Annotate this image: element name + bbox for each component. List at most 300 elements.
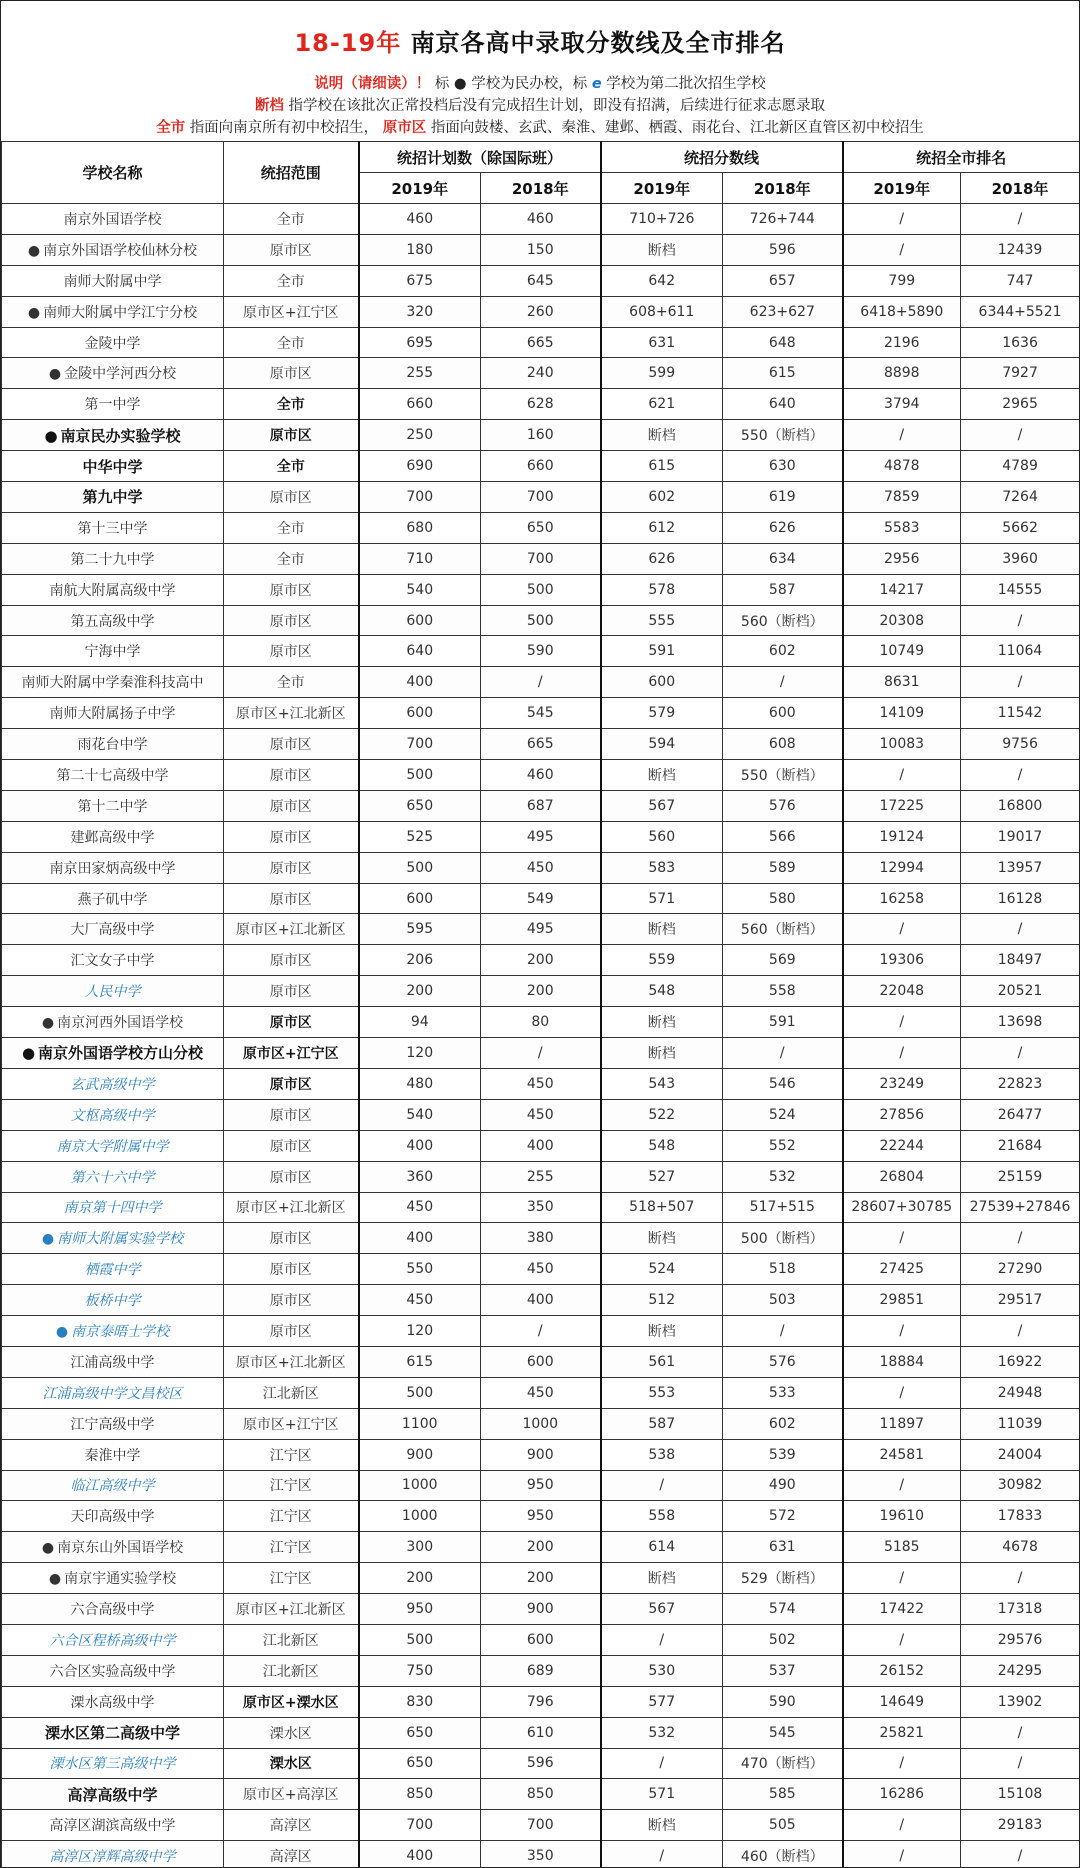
score-2018-cell: 550（断档） <box>723 760 843 791</box>
score-2018-cell: 590 <box>723 1686 843 1717</box>
table-row <box>2 358 1080 389</box>
plan-2018-cell: 200 <box>481 976 601 1007</box>
school-name-cell <box>2 574 224 605</box>
school-name: 南京东山外国语学校 <box>57 1540 184 1557</box>
score-2019-cell: / <box>601 1624 723 1655</box>
score-2018-cell: 630 <box>723 451 843 482</box>
plan-2018-cell: 460 <box>481 760 601 791</box>
table-row <box>2 1624 1080 1655</box>
header-plan-2019: 2019年 <box>359 173 481 204</box>
range-cell: 江北新区 <box>224 1624 359 1655</box>
school-name: 南京大学附属中学 <box>56 1138 169 1155</box>
school-name-cell <box>2 667 224 698</box>
header-score: 统招分数线 <box>601 142 843 173</box>
school-name: 六合区程桥高级中学 <box>49 1632 176 1649</box>
score-2019-cell: 567 <box>601 790 723 821</box>
plan-2018-cell: 900 <box>481 1594 601 1625</box>
table-row <box>2 883 1080 914</box>
plan-2019-cell: 700 <box>359 729 481 760</box>
school-name-cell <box>2 945 224 976</box>
range-cell: 江宁区 <box>224 1501 359 1532</box>
plan-2019-cell: 710 <box>359 543 481 574</box>
score-2018-cell: 539 <box>723 1439 843 1470</box>
plan-2018-cell: 549 <box>481 883 601 914</box>
school-name: 第五高级中学 <box>70 613 155 630</box>
score-2018-cell: 517+515 <box>723 1192 843 1223</box>
score-2018-cell: 587 <box>723 574 843 605</box>
private-school-bullet-icon: ● <box>27 242 41 259</box>
notes-block <box>1 73 1079 139</box>
rank-2018-cell: 18497 <box>961 945 1080 976</box>
plan-2018-cell: 610 <box>481 1717 601 1748</box>
table-row <box>2 1470 1080 1501</box>
score-2018-cell: 560（断档） <box>723 605 843 636</box>
score-2019-cell: 555 <box>601 605 723 636</box>
rank-2019-cell: / <box>843 1316 961 1347</box>
school-name-cell <box>2 883 224 914</box>
score-2019-cell: 512 <box>601 1285 723 1316</box>
rank-2018-cell: / <box>961 914 1080 945</box>
note-text-private: 标 ● 学校为民办校，标 <box>434 76 588 92</box>
score-2018-cell: 580 <box>723 883 843 914</box>
table-row <box>2 790 1080 821</box>
score-2018-cell: 572 <box>723 1501 843 1532</box>
note-line-2 <box>1 95 1079 117</box>
note-label-quanshi: 全市 <box>156 120 186 136</box>
range-cell: 原市区 <box>224 234 359 265</box>
rank-2018-cell: / <box>961 667 1080 698</box>
plan-2018-cell: 900 <box>481 1439 601 1470</box>
school-name: 南京宇通实验学校 <box>64 1571 177 1588</box>
plan-2018-cell: 700 <box>481 1810 601 1841</box>
range-cell: 原市区 <box>224 605 359 636</box>
rank-2018-cell: 4678 <box>961 1532 1080 1563</box>
plan-2019-cell: 650 <box>359 790 481 821</box>
rank-2019-cell: 12994 <box>843 852 961 883</box>
table-body <box>2 204 1080 1868</box>
plan-2019-cell: 1100 <box>359 1408 481 1439</box>
plan-2019-cell: 900 <box>359 1439 481 1470</box>
note-label-duandang: 断档 <box>254 98 284 114</box>
plan-2019-cell: 650 <box>359 1748 481 1779</box>
rank-2019-cell: 24581 <box>843 1439 961 1470</box>
rank-2018-cell: / <box>961 204 1080 235</box>
plan-2019-cell: 660 <box>359 389 481 420</box>
score-2018-cell: 524 <box>723 1099 843 1130</box>
rank-2019-cell: 14649 <box>843 1686 961 1717</box>
range-cell: 原市区 <box>224 883 359 914</box>
score-2019-cell: 587 <box>601 1408 723 1439</box>
rank-2019-cell: / <box>843 1748 961 1779</box>
school-name: 南京民办实验学校 <box>60 426 181 445</box>
score-2019-cell: 710+726 <box>601 204 723 235</box>
plan-2019-cell: 550 <box>359 1254 481 1285</box>
score-2019-cell: 548 <box>601 1130 723 1161</box>
private-school-bullet-icon: ● <box>41 1231 55 1248</box>
plan-2018-cell: 687 <box>481 790 601 821</box>
plan-2018-cell: 260 <box>481 296 601 327</box>
school-name-cell <box>2 1655 224 1686</box>
plan-2018-cell: / <box>481 1038 601 1069</box>
school-name: 天印高级中学 <box>70 1509 155 1526</box>
rank-2019-cell: / <box>843 1007 961 1038</box>
rank-2018-cell: 12439 <box>961 234 1080 265</box>
rank-2019-cell: 2956 <box>843 543 961 574</box>
rank-2019-cell: 28607+30785 <box>843 1192 961 1223</box>
score-2018-cell: 546 <box>723 1068 843 1099</box>
note-line-1 <box>1 73 1079 95</box>
table-row <box>2 821 1080 852</box>
school-name-cell <box>2 1007 224 1038</box>
school-name: 南师大附属中学江宁分校 <box>43 304 198 321</box>
school-name: 江浦高级中学 <box>70 1354 155 1371</box>
school-name: 南师大附属中学 <box>63 273 162 290</box>
rank-2018-cell: 7927 <box>961 358 1080 389</box>
table-row <box>2 1748 1080 1779</box>
score-2019-cell: 561 <box>601 1346 723 1377</box>
private-school-bullet-icon: ● <box>48 366 62 383</box>
plan-2019-cell: 120 <box>359 1038 481 1069</box>
school-name-cell <box>2 1192 224 1223</box>
title-text: 南京各高中录取分数线及全市排名 <box>410 29 786 57</box>
score-2019-cell: 579 <box>601 698 723 729</box>
plan-2019-cell: 200 <box>359 976 481 1007</box>
school-name-cell <box>2 1501 224 1532</box>
plan-2019-cell: 640 <box>359 636 481 667</box>
school-name-cell <box>2 389 224 420</box>
score-2019-cell: 断档 <box>601 234 723 265</box>
score-2018-cell: 460（断档） <box>723 1841 843 1868</box>
score-2019-cell: 518+507 <box>601 1192 723 1223</box>
score-2018-cell: / <box>723 667 843 698</box>
school-name-cell <box>2 1439 224 1470</box>
school-name-cell <box>2 1532 224 1563</box>
admission-table <box>1 141 1080 1868</box>
table-row <box>2 1007 1080 1038</box>
plan-2019-cell: 320 <box>359 296 481 327</box>
rank-2019-cell: 5583 <box>843 512 961 543</box>
score-2018-cell: 576 <box>723 790 843 821</box>
rank-2018-cell: 6344+5521 <box>961 296 1080 327</box>
plan-2019-cell: 650 <box>359 1717 481 1748</box>
plan-2019-cell: 200 <box>359 1563 481 1594</box>
rank-2019-cell: / <box>843 1038 961 1069</box>
score-2018-cell: 626 <box>723 512 843 543</box>
rank-2018-cell: / <box>961 1841 1080 1868</box>
score-2019-cell: 527 <box>601 1161 723 1192</box>
table-row <box>2 389 1080 420</box>
school-name: 临江高级中学 <box>70 1478 155 1495</box>
school-name: 南师大附属中学秦淮科技高中 <box>21 675 204 692</box>
note-label-yuanshiqu: 原市区 <box>382 120 427 136</box>
plan-2018-cell: 545 <box>481 698 601 729</box>
school-name-cell <box>2 1316 224 1347</box>
score-2019-cell: 断档 <box>601 1563 723 1594</box>
school-name-cell <box>2 1223 224 1254</box>
score-2018-cell: 591 <box>723 1007 843 1038</box>
rank-2018-cell: / <box>961 1223 1080 1254</box>
school-name-cell <box>2 1161 224 1192</box>
school-name: 金陵中学 <box>84 335 141 352</box>
score-2019-cell: 602 <box>601 482 723 513</box>
plan-2018-cell: 660 <box>481 451 601 482</box>
plan-2019-cell: 500 <box>359 760 481 791</box>
school-name-cell <box>2 296 224 327</box>
score-2018-cell: 569 <box>723 945 843 976</box>
school-name: 南师大附属扬子中学 <box>49 706 176 723</box>
table-row <box>2 543 1080 574</box>
header-range: 统招范围 <box>224 142 359 204</box>
score-2019-cell: 560 <box>601 821 723 852</box>
plan-2018-cell: 590 <box>481 636 601 667</box>
score-2019-cell: 548 <box>601 976 723 1007</box>
rank-2019-cell: 2196 <box>843 327 961 358</box>
table-row <box>2 1192 1080 1223</box>
score-2019-cell: / <box>601 1748 723 1779</box>
score-2018-cell: 657 <box>723 265 843 296</box>
table-row <box>2 1655 1080 1686</box>
rank-2019-cell: 29851 <box>843 1285 961 1316</box>
range-cell: 原市区 <box>224 1007 359 1038</box>
score-2018-cell: 566 <box>723 821 843 852</box>
score-2019-cell: / <box>601 1470 723 1501</box>
range-cell: 原市区 <box>224 760 359 791</box>
rank-2019-cell: / <box>843 760 961 791</box>
score-2018-cell: 589 <box>723 852 843 883</box>
school-name-cell <box>2 1285 224 1316</box>
rank-2019-cell: 27425 <box>843 1254 961 1285</box>
score-2018-cell: 503 <box>723 1285 843 1316</box>
rank-2019-cell: 16286 <box>843 1779 961 1810</box>
rank-2018-cell: 9756 <box>961 729 1080 760</box>
rank-2018-cell: 29517 <box>961 1285 1080 1316</box>
school-name: 南京田家炳高级中学 <box>49 860 176 877</box>
school-name: 汇文女子中学 <box>70 953 155 970</box>
school-name: 第九中学 <box>82 488 143 507</box>
rank-2018-cell: / <box>961 760 1080 791</box>
score-2019-cell: 591 <box>601 636 723 667</box>
range-cell: 溧水区 <box>224 1748 359 1779</box>
school-name-cell <box>2 1563 224 1594</box>
school-name-cell <box>2 234 224 265</box>
school-name: 宁海中学 <box>84 644 141 661</box>
score-2019-cell: 558 <box>601 1501 723 1532</box>
rank-2019-cell: 14109 <box>843 698 961 729</box>
school-name: 板桥中学 <box>84 1293 141 1310</box>
range-cell: 全市 <box>224 204 359 235</box>
rank-2019-cell: 5185 <box>843 1532 961 1563</box>
school-name: 南京外国语学校仙林分校 <box>43 242 198 259</box>
rank-2018-cell: 24295 <box>961 1655 1080 1686</box>
range-cell: 原市区 <box>224 574 359 605</box>
rank-2019-cell: / <box>843 1563 961 1594</box>
range-cell: 原市区 <box>224 1130 359 1161</box>
score-2018-cell: 502 <box>723 1624 843 1655</box>
score-2019-cell: 断档 <box>601 1316 723 1347</box>
plan-2019-cell: 540 <box>359 574 481 605</box>
school-name: 人民中学 <box>84 984 141 1001</box>
score-2019-cell: 615 <box>601 451 723 482</box>
rank-2019-cell: 10749 <box>843 636 961 667</box>
range-cell: 原市区+江北新区 <box>224 698 359 729</box>
plan-2018-cell: 596 <box>481 1748 601 1779</box>
plan-2018-cell: 350 <box>481 1192 601 1223</box>
plan-2018-cell: 200 <box>481 945 601 976</box>
school-name-cell <box>2 543 224 574</box>
school-name-cell <box>2 1624 224 1655</box>
range-cell: 原市区 <box>224 821 359 852</box>
range-cell: 全市 <box>224 667 359 698</box>
table-row <box>2 1099 1080 1130</box>
private-school-bullet-icon: ● <box>44 426 58 445</box>
rank-2019-cell: 27856 <box>843 1099 961 1130</box>
plan-2019-cell: 700 <box>359 482 481 513</box>
school-name-cell <box>2 1810 224 1841</box>
range-cell: 原市区 <box>224 636 359 667</box>
score-2018-cell: / <box>723 1316 843 1347</box>
plan-2019-cell: 400 <box>359 1223 481 1254</box>
rank-2019-cell: / <box>843 1377 961 1408</box>
rank-2018-cell: 27539+27846 <box>961 1192 1080 1223</box>
plan-2018-cell: 450 <box>481 1099 601 1130</box>
rank-2018-cell: / <box>961 1717 1080 1748</box>
score-2018-cell: 602 <box>723 1408 843 1439</box>
plan-2019-cell: 540 <box>359 1099 481 1130</box>
score-2018-cell: 550（断档） <box>723 420 843 451</box>
plan-2019-cell: 600 <box>359 883 481 914</box>
rank-2019-cell: 8631 <box>843 667 961 698</box>
school-name-cell <box>2 512 224 543</box>
score-2018-cell: 640 <box>723 389 843 420</box>
score-2019-cell: 断档 <box>601 420 723 451</box>
school-name: 燕子矶中学 <box>77 891 148 908</box>
plan-2018-cell: 665 <box>481 729 601 760</box>
rank-2018-cell: 14555 <box>961 574 1080 605</box>
table-row <box>2 1377 1080 1408</box>
school-name: 第一中学 <box>84 397 141 414</box>
school-name: 雨花台中学 <box>77 737 148 754</box>
rank-2019-cell: 22244 <box>843 1130 961 1161</box>
range-cell: 全市 <box>224 327 359 358</box>
table-row <box>2 636 1080 667</box>
school-name: 高淳区淳辉高级中学 <box>49 1849 176 1866</box>
rank-2019-cell: 3794 <box>843 389 961 420</box>
school-name: 高淳区湖滨高级中学 <box>49 1818 176 1835</box>
school-name: 第二十七高级中学 <box>56 767 169 784</box>
rank-2018-cell: 29183 <box>961 1810 1080 1841</box>
school-name: 第六十六中学 <box>70 1169 155 1186</box>
table-row <box>2 420 1080 451</box>
plan-2019-cell: 950 <box>359 1594 481 1625</box>
plan-2018-cell: 628 <box>481 389 601 420</box>
plan-2019-cell: 1000 <box>359 1501 481 1532</box>
school-name-cell <box>2 1748 224 1779</box>
school-name-cell <box>2 914 224 945</box>
score-2019-cell: 583 <box>601 852 723 883</box>
school-name-cell <box>2 1841 224 1868</box>
school-name: 六合高级中学 <box>70 1602 155 1619</box>
table-row <box>2 1563 1080 1594</box>
plan-2018-cell: 850 <box>481 1779 601 1810</box>
school-name-cell <box>2 1377 224 1408</box>
table-row <box>2 1841 1080 1868</box>
score-2018-cell: 574 <box>723 1594 843 1625</box>
rank-2018-cell: 15108 <box>961 1779 1080 1810</box>
table-row <box>2 234 1080 265</box>
note-text-quanshi: 指面向南京所有初中校招生， <box>189 120 379 136</box>
range-cell: 原市区+江宁区 <box>224 1408 359 1439</box>
score-2019-cell: 543 <box>601 1068 723 1099</box>
rank-2018-cell: 11064 <box>961 636 1080 667</box>
rank-2018-cell: 4789 <box>961 451 1080 482</box>
rank-2018-cell: / <box>961 1316 1080 1347</box>
school-name: 南航大附属高级中学 <box>49 582 176 599</box>
table-row <box>2 1161 1080 1192</box>
rank-2019-cell: 799 <box>843 265 961 296</box>
plan-2018-cell: 700 <box>481 543 601 574</box>
table-row <box>2 605 1080 636</box>
score-2018-cell: 518 <box>723 1254 843 1285</box>
school-name-cell <box>2 1470 224 1501</box>
school-name: 南京外国语学校方山分校 <box>38 1044 204 1063</box>
plan-2018-cell: 500 <box>481 605 601 636</box>
rank-2018-cell: 24948 <box>961 1377 1080 1408</box>
plan-2019-cell: 360 <box>359 1161 481 1192</box>
table-row <box>2 729 1080 760</box>
plan-2019-cell: 600 <box>359 605 481 636</box>
range-cell: 原市区 <box>224 729 359 760</box>
score-2019-cell: 612 <box>601 512 723 543</box>
range-cell: 原市区 <box>224 1316 359 1347</box>
score-2019-cell: 642 <box>601 265 723 296</box>
plan-2019-cell: 400 <box>359 667 481 698</box>
rank-2018-cell: / <box>961 420 1080 451</box>
score-2018-cell: 500（断档） <box>723 1223 843 1254</box>
school-name: 南京外国语学校 <box>63 211 162 228</box>
school-name: 江宁高级中学 <box>70 1416 155 1433</box>
plan-2019-cell: 680 <box>359 512 481 543</box>
plan-2019-cell: 750 <box>359 1655 481 1686</box>
table-row <box>2 1717 1080 1748</box>
score-2018-cell: 505 <box>723 1810 843 1841</box>
header-rank-2019: 2019年 <box>843 173 961 204</box>
range-cell: 原市区+江宁区 <box>224 1038 359 1069</box>
private-school-bullet-icon: ● <box>41 1540 55 1557</box>
rank-2019-cell: / <box>843 204 961 235</box>
plan-2018-cell: 460 <box>481 204 601 235</box>
rank-2019-cell: 17225 <box>843 790 961 821</box>
table-row <box>2 945 1080 976</box>
rank-2019-cell: 19124 <box>843 821 961 852</box>
table-row <box>2 1254 1080 1285</box>
plan-2018-cell: 600 <box>481 1624 601 1655</box>
table-row <box>2 1501 1080 1532</box>
plan-2019-cell: 830 <box>359 1686 481 1717</box>
plan-2018-cell: 160 <box>481 420 601 451</box>
plan-2019-cell: 595 <box>359 914 481 945</box>
plan-2019-cell: 255 <box>359 358 481 389</box>
rank-2018-cell: 22823 <box>961 1068 1080 1099</box>
school-name-cell <box>2 204 224 235</box>
rank-2018-cell: 16922 <box>961 1346 1080 1377</box>
plan-2018-cell: 950 <box>481 1470 601 1501</box>
table-row <box>2 451 1080 482</box>
note-text-second-batch: 学校为第二批次招生学校 <box>606 76 766 92</box>
table-row <box>2 1130 1080 1161</box>
rank-2019-cell: 14217 <box>843 574 961 605</box>
school-name-cell <box>2 1686 224 1717</box>
rank-2019-cell: 4878 <box>843 451 961 482</box>
